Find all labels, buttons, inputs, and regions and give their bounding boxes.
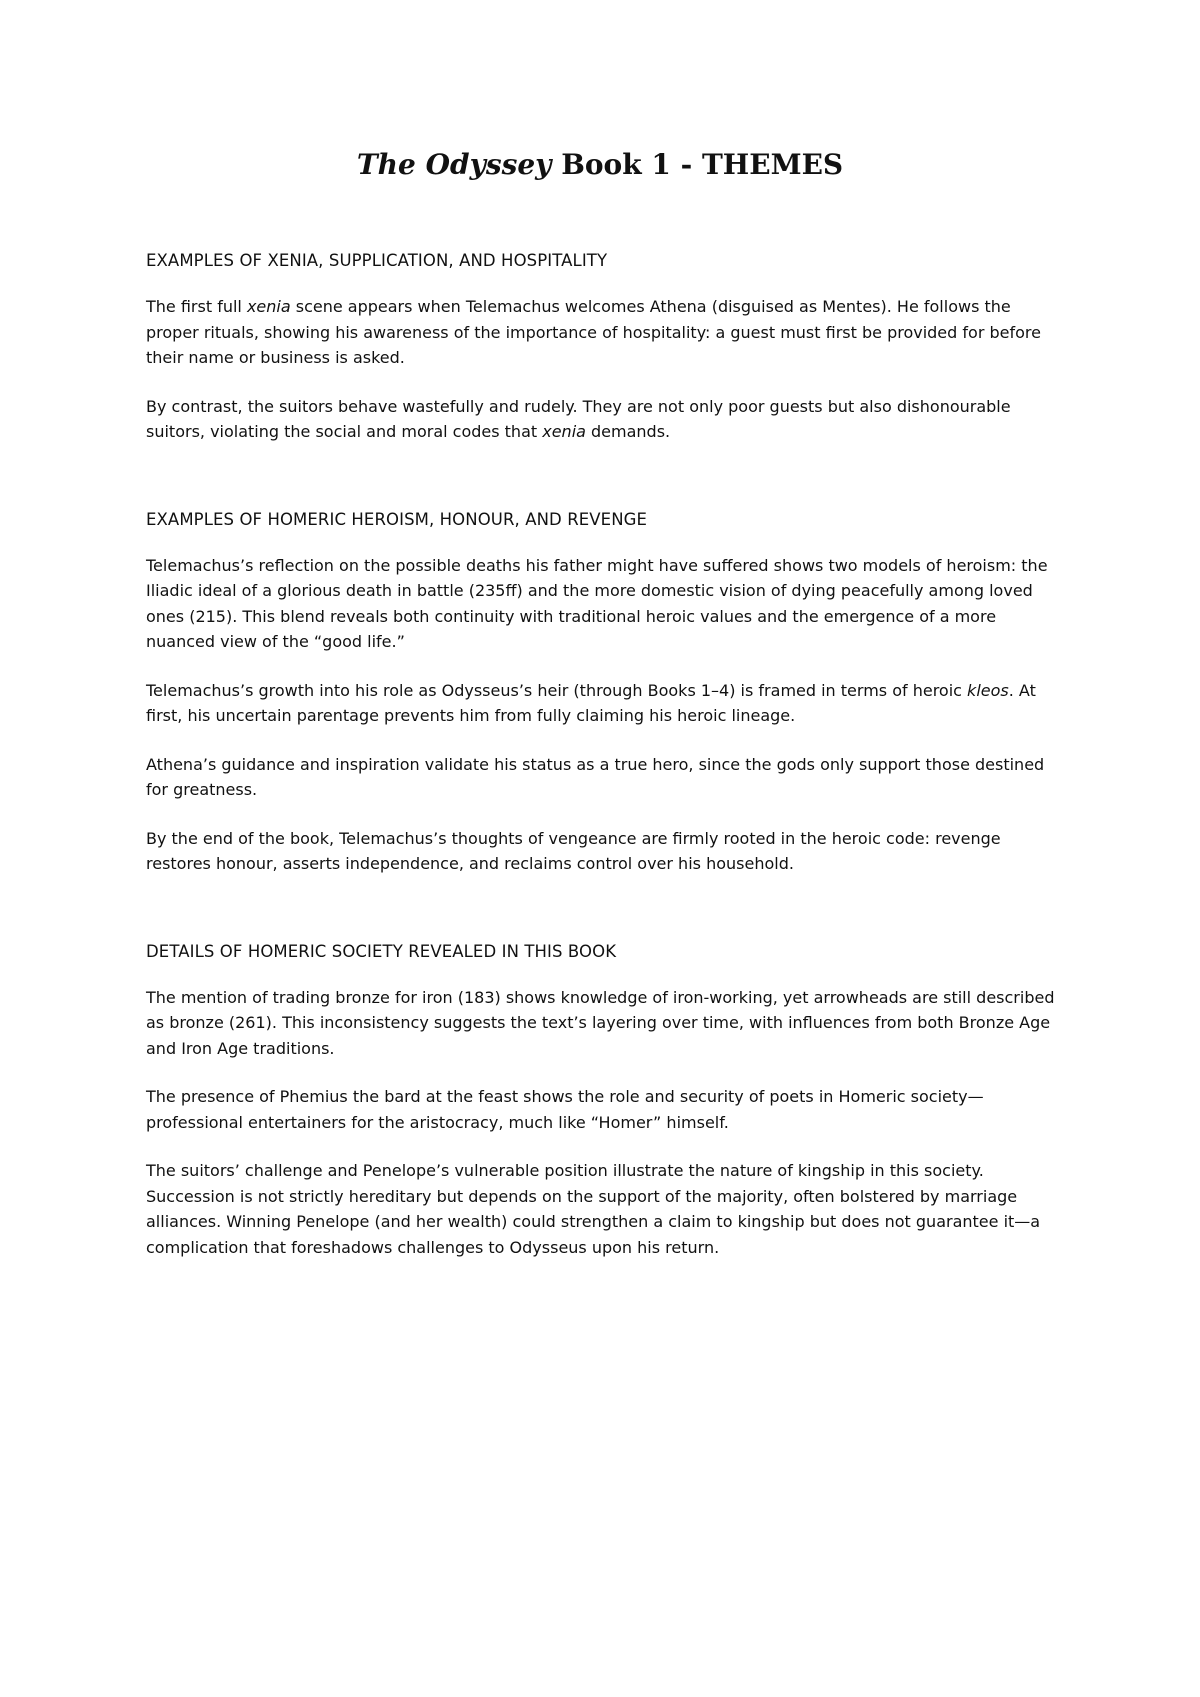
paragraph — [146, 678, 1066, 729]
paragraph: Telemachus’s reflection on the possible deaths his father might have suffered shows two models of heroism: the Iliadic ideal of a glorious death in battle (235ff) and the more domestic vision of dying peacefully among loved ones (215). This blend reveals both continuity with traditional heroic values and the emergence of a more nuanced view of the “good life.” — [146, 555, 1048, 651]
document-body — [146, 248, 1066, 1322]
paragraph-text: The first full — [146, 297, 247, 316]
paragraph: The mention of trading bronze for iron (183) shows knowledge of iron-working, yet arrowheads are still described as bronze (261). This inconsistency suggests the text’s layering over time, with influences from both Bronze Age and Iron Age traditions. — [146, 987, 1055, 1058]
section-heroism — [146, 507, 1066, 877]
italic-term: xenia — [246, 297, 291, 316]
paragraph: The suitors’ challenge and Penelope’s vulnerable position illustrate the nature of kingship in this society. Succession is not strictly hereditary but depends on the support of the majority, often bolstered by marriage alliances. Winning Penelope (and her wealth) could strengthen a claim to kingship but does not guarantee it—a complication that foreshadows challenges to Odysseus upon his return. — [146, 1161, 1041, 1257]
section-heading: EXAMPLES OF XENIA, SUPPLICATION, AND HOSPITALITY — [146, 251, 608, 270]
title-rest: Book 1 - THEMES — [551, 148, 844, 181]
paragraph-text: . At first, his uncertain parentage prevents him from fully claiming his heroic lineage. — [146, 680, 1036, 725]
paragraph-text: By contrast, the suitors behave wastefully and rudely. They are not only poor guests but also dishonourable suitors, violating the social and moral codes that — [146, 396, 1011, 441]
section-heading: EXAMPLES OF HOMERIC HEROISM, HONOUR, AND REVENGE — [146, 509, 648, 529]
paragraph: The presence of Phemius the bard at the feast shows the role and security of poets in Homeric society—professional entertainers for the aristocracy, much like “Homer” himself. — [146, 1087, 984, 1132]
section-society — [146, 939, 1066, 1261]
italic-term: kleos — [967, 680, 1009, 700]
paragraph-text: demands. — [585, 422, 671, 441]
paragraph: Athena’s guidance and inspiration validate his status as a true hero, since the gods only support those destined for greatness. — [146, 754, 1045, 799]
page-title — [0, 148, 1200, 181]
title-italic: The Odyssey — [356, 148, 552, 181]
paragraph-text: Telemachus’s growth into his role as Odysseus’s heir (through Books 1–4) is framed in terms of heroic — [146, 680, 968, 700]
paragraph: By the end of the book, Telemachus’s thoughts of vengeance are firmly rooted in the heroic code: revenge restores honour, asserts independence, and reclaims control over his household. — [146, 828, 1001, 873]
italic-term: xenia — [542, 422, 586, 441]
paragraph — [146, 394, 1066, 445]
section-xenia — [146, 248, 1066, 445]
section-heading: DETAILS OF HOMERIC SOCIETY REVEALED IN THIS BOOK — [146, 941, 617, 961]
paragraph — [146, 294, 1066, 371]
paragraph-text: scene appears when Telemachus welcomes Athena (disguised as Mentes). He follows the proper rituals, showing his awareness of the importance of hospitality: a guest must first be provided for before their name or business is asked. — [146, 297, 1041, 367]
